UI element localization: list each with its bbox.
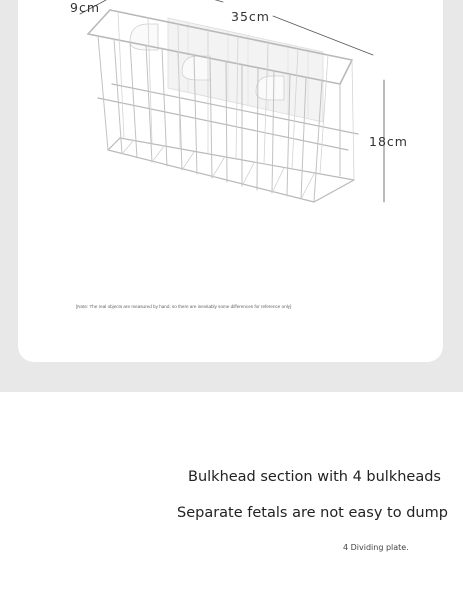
- depth-dimension-label: 9cm: [70, 0, 101, 15]
- feature-separate-text: Separate fetals are not easy to dump: [177, 505, 448, 521]
- width-dim-line-left: [188, 0, 223, 2]
- hook-1: [130, 24, 158, 50]
- height-dimension-label: 18cm: [369, 134, 408, 149]
- hook-2: [182, 56, 210, 80]
- dividing-plate-caption: 4 Dividing plate.: [343, 543, 409, 552]
- product-dimension-card: [18, 0, 443, 362]
- measurement-note: [Note: The real objects are measured by hand, so there are inevitably some differences for reference only]: [76, 304, 292, 309]
- width-dimension-label: 35cm: [231, 9, 270, 24]
- feature-bulkhead-text: Bulkhead section with 4 bulkheads: [188, 469, 441, 485]
- hook-3: [256, 76, 284, 100]
